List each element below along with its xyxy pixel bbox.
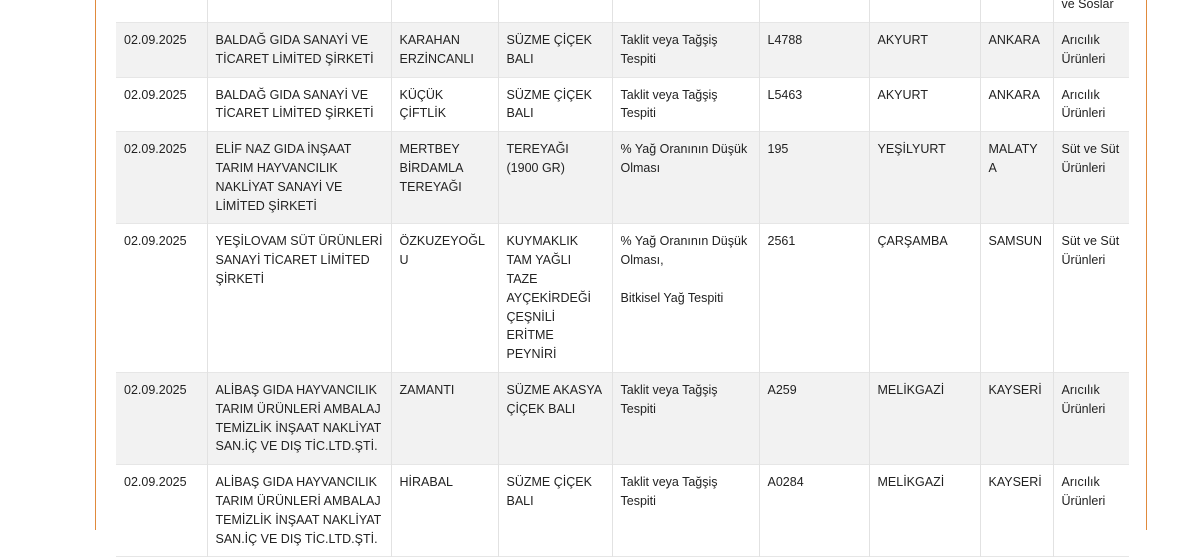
results-table: [116, 0, 1129, 557]
batch-cell: [759, 132, 869, 224]
district-cell: [869, 132, 980, 224]
violation-cell-text: Taklit veya Tağşiş Tespiti: [620, 475, 718, 508]
district-cell-text: YEŞİLYURT: [877, 142, 946, 157]
date-cell: [116, 465, 207, 557]
province-cell-text: MALATYA: [988, 142, 1038, 175]
violation-cell: [612, 23, 759, 78]
table-row: [116, 77, 1129, 132]
batch-cell: [759, 224, 869, 373]
batch-cell-text: L4788: [767, 33, 803, 47]
province-cell-text: KAYSERİ: [988, 382, 1042, 397]
batch-cell-text: 195: [767, 142, 789, 157]
district-cell: [869, 224, 980, 373]
product-cell-text: SÜZME ÇİÇEK BALI: [506, 87, 592, 121]
province-cell: [980, 224, 1053, 373]
product-group-cell: [1053, 372, 1129, 464]
violation-cell-text: % Yağ Oranının Düşük Olması: [620, 142, 748, 175]
district-cell: [869, 465, 980, 557]
table-row: [116, 132, 1129, 224]
batch-cell-text: L5463: [767, 87, 803, 102]
product-cell-text: SÜZME ÇİÇEK BALI: [506, 33, 592, 66]
district-cell: [869, 23, 980, 78]
product-group-cell-text: Arıcılık Ürünleri: [1061, 382, 1106, 416]
company-cell: [207, 132, 391, 224]
province-cell-text: ANKARA: [988, 33, 1040, 47]
product-group-cell: [1053, 23, 1129, 78]
product-cell: [498, 132, 612, 224]
date-cell: [116, 132, 207, 224]
violation-cell: [612, 372, 759, 464]
batch-cell: [759, 372, 869, 464]
batch-cell-text: 2561: [767, 234, 796, 249]
district-cell: [869, 372, 980, 464]
brand-cell: [391, 0, 498, 23]
company-cell-text: ELİF NAZ GIDA İNŞAAT TARIM HAYVANCILIK NAKLİYAT SANAYİ VE LİMİTED ŞİRKETİ: [215, 142, 352, 213]
date-cell: [116, 372, 207, 464]
table-row: [116, 224, 1129, 373]
product-cell: [498, 23, 612, 78]
product-cell: [498, 77, 612, 132]
table-row: [116, 23, 1129, 78]
province-cell-text: KAYSERİ: [988, 475, 1042, 490]
date-cell-text: 02.09.2025: [124, 475, 187, 490]
company-cell: [207, 372, 391, 464]
company-cell: [207, 465, 391, 557]
violation-cell: [612, 77, 759, 132]
product-cell-text: KUYMAKLIK TAM YAĞLI TAZE AYÇEKİRDEĞİ ÇEŞNİLİ ERİTME PEYNİRİ: [506, 234, 592, 362]
product-group-cell-text: Arıcılık Ürünleri: [1061, 475, 1106, 508]
batch-cell: [759, 23, 869, 78]
table-row: [116, 465, 1129, 557]
batch-cell: [759, 0, 869, 23]
batch-cell: [759, 465, 869, 557]
brand-cell-text: KÜÇÜK ÇİFTLİK: [399, 87, 447, 121]
province-cell-text: SAMSUN: [988, 234, 1042, 249]
product-group-cell: [1053, 77, 1129, 132]
product-cell-text: TEREYAĞI (1900 GR): [506, 142, 569, 175]
district-cell: [869, 77, 980, 132]
violation-cell-text: % Yağ Oranının Düşük Olması, Bitkisel Yağ Tespiti: [620, 234, 748, 305]
brand-cell: [391, 132, 498, 224]
brand-cell-text: KARAHAN ERZİNCANLI: [399, 33, 474, 66]
date-cell-text: 02.09.2025: [124, 142, 187, 157]
violation-cell-text: Taklit veya Tağşiş Tespiti: [620, 87, 718, 121]
violation-cell: [612, 465, 759, 557]
province-cell: [980, 0, 1053, 23]
product-cell: [498, 372, 612, 464]
date-cell-text: 02.09.2025: [124, 87, 187, 102]
company-cell: [207, 23, 391, 78]
product-cell-text: SÜZME ÇİÇEK BALI: [506, 475, 592, 508]
product-cell: [498, 224, 612, 373]
province-cell: [980, 77, 1053, 132]
violation-cell: [612, 224, 759, 373]
batch-cell-text: A0284: [767, 475, 804, 490]
district-cell-text: MELİKGAZİ: [877, 382, 945, 397]
violation-cell: [612, 132, 759, 224]
product-group-cell: [1053, 465, 1129, 557]
product-cell: [498, 0, 612, 23]
district-cell-text: MELİKGAZİ: [877, 475, 945, 490]
district-cell-text: AKYURT: [877, 87, 928, 102]
district-cell: [869, 0, 980, 23]
company-cell: [207, 0, 391, 23]
company-cell-text: BALDAĞ GIDA SANAYİ VE TİCARET LİMİTED ŞİRKETİ: [215, 87, 374, 121]
batch-cell-text: A259: [767, 382, 797, 397]
brand-cell-text: MERTBEY BİRDAMLA TEREYAĞI: [399, 142, 463, 194]
brand-cell: [391, 77, 498, 132]
province-cell: [980, 132, 1053, 224]
date-cell: [116, 0, 207, 23]
table-row: [116, 372, 1129, 464]
brand-cell-text: ZAMANTI: [399, 382, 455, 397]
product-group-cell-text: ve Soslar: [1061, 0, 1114, 12]
province-cell: [980, 465, 1053, 557]
product-group-cell-text: Arıcılık Ürünleri: [1061, 87, 1106, 121]
table-row: [116, 0, 1129, 23]
results-table-container: [116, 0, 1129, 557]
table-body: [116, 0, 1129, 557]
date-cell-text: 02.09.2025: [124, 234, 187, 249]
product-group-cell: [1053, 132, 1129, 224]
product-cell-text: SÜZME AKASYA ÇİÇEK BALI: [506, 382, 602, 416]
product-group-cell: [1053, 0, 1129, 23]
company-cell: [207, 77, 391, 132]
date-cell: [116, 77, 207, 132]
brand-cell: [391, 224, 498, 373]
date-cell-text: 02.09.2025: [124, 33, 187, 47]
brand-cell-text: ÖZKUZEYOĞLU: [399, 234, 485, 268]
date-cell-text: 02.09.2025: [124, 382, 187, 397]
product-group-cell-text: Arıcılık Ürünleri: [1061, 33, 1106, 66]
district-cell-text: AKYURT: [877, 33, 928, 47]
product-group-cell: [1053, 224, 1129, 373]
company-cell-text: ALİBAŞ GIDA HAYVANCILIK TARIM ÜRÜNLERİ AMBALAJ TEMİZLİK İNŞAAT NAKLİYAT SAN.İÇ VE DIŞ TİC.LTD.ŞTİ.: [215, 475, 382, 546]
product-group-cell-text: Süt ve Süt Ürünleri: [1061, 234, 1120, 268]
brand-cell: [391, 465, 498, 557]
brand-cell: [391, 23, 498, 78]
district-cell-text: ÇARŞAMBA: [877, 234, 948, 249]
company-cell-text: YEŞİLOVAM SÜT ÜRÜNLERİ SANAYİ TİCARET LİMİTED ŞİRKETİ: [215, 234, 383, 286]
violation-cell: [612, 0, 759, 23]
violation-cell-text: Taklit veya Tağşiş Tespiti: [620, 382, 718, 416]
province-cell: [980, 23, 1053, 78]
brand-cell: [391, 372, 498, 464]
product-cell: [498, 465, 612, 557]
violation-cell-text: Taklit veya Tağşiş Tespiti: [620, 33, 718, 66]
company-cell-text: ALİBAŞ GIDA HAYVANCILIK TARIM ÜRÜNLERİ AMBALAJ TEMİZLİK İNŞAAT NAKLİYAT SAN.İÇ VE DIŞ TİC.LTD.ŞTİ.: [215, 382, 382, 454]
product-group-cell-text: Süt ve Süt Ürünleri: [1061, 142, 1120, 175]
province-cell: [980, 372, 1053, 464]
date-cell: [116, 23, 207, 78]
batch-cell: [759, 77, 869, 132]
date-cell: [116, 224, 207, 373]
company-cell-text: BALDAĞ GIDA SANAYİ VE TİCARET LİMİTED ŞİRKETİ: [215, 33, 374, 66]
company-cell: [207, 224, 391, 373]
brand-cell-text: HİRABAL: [399, 475, 453, 490]
province-cell-text: ANKARA: [988, 87, 1040, 102]
